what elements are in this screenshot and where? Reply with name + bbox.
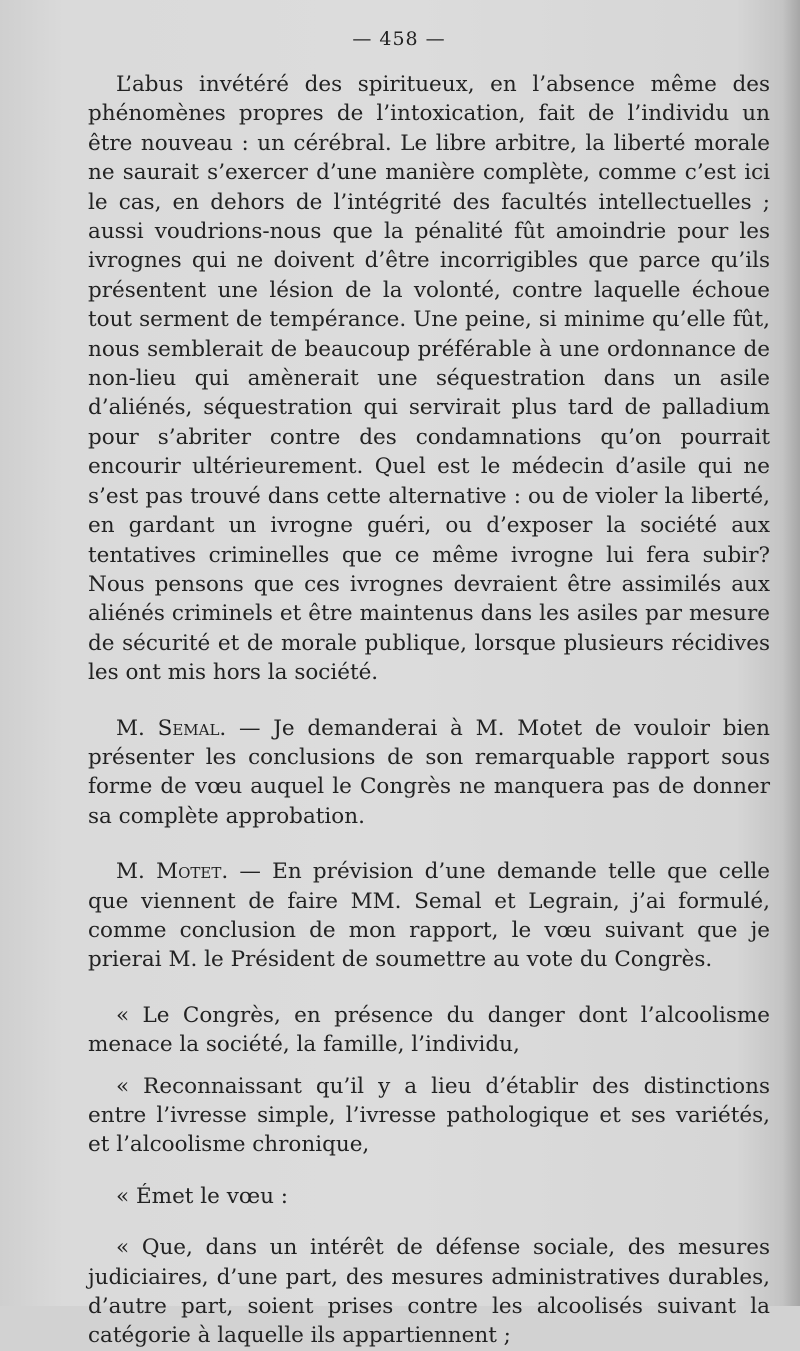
speaker-semal: M. Semal.: [116, 715, 227, 741]
page-edge-shadow: [782, 0, 800, 1306]
motet-text: — En prévision d’une demande telle que celle que viennent de faire MM. Semal et Legrain, j’ai formulé, comme conclusion de mon rapport, le vœu suivant que je prierai M. le Président de soumettre au vote du Congrès.: [88, 859, 770, 973]
paragraph-semal: [88, 714, 770, 832]
paragraph-measures: « Que, dans un intérêt de défense sociale, des mesures judiciaires, d’une part, des mesures administratives durables, d’autre part, soient prises contre les alcoolisés suivant la catégorie à laquelle ils appartiennent ;: [88, 1235, 770, 1349]
semal-text: — Je demanderai à M. Motet de vouloir bien présenter les conclusions de son remarquable rapport sous forme de vœu auquel le Congrès ne manquera pas de donner sa complète approbation.: [88, 715, 770, 829]
speaker-motet: M. Motet.: [116, 859, 229, 885]
paragraph-congress-danger: « Le Congrès, en présence du danger dont l’alcoolisme menace la société, la famille, l’individu,: [88, 1002, 770, 1058]
paragraph-motet: [88, 857, 770, 975]
paragraph-alcohol-abuse: L’abus invétéré des spiritueux, en l’absence même des phénomènes propres de l’intoxication, fait de l’individu un être nouveau : un cérébral. Le libre arbitre, la liberté morale ne saurait s’exercer d’une manière complète, comme c’est ici le cas, en dehors de l’intégrité des facultés intellectuelles ; aussi voudrions-nous que la pénalité fût amoindrie pour les ivrognes qui ne doivent d’être incorrigibles que parce qu’ils présentent une lésion de la volonté, contre laquelle échoue tout serment de tempérance. Une peine, si minime qu’elle fût, nous semblerait de beaucoup préférable à une ordonnance de non-lieu qui amènerait une séquestration dans un asile d’aliénés, séquestration qui servirait plus tard de palladium pour s’abriter contre des condamnations qu’on pourrait encourir ultérieurement. Quel est le médecin d’asile qui ne s’est pas trouvé dans cette alternative : ou de violer la liberté, en gardant un ivrogne guéri, ou d’exposer la société aux tentatives criminelles que ce même ivrogne lui fera subir? Nous pensons que ces ivrognes devraient être assimilés aux aliénés criminels et être maintenus dans les asiles par mesure de sécurité et de morale publique, lorsque plusieurs récidives les ont mis hors la société.: [88, 72, 770, 686]
paragraph-distinctions: « Reconnaissant qu’il y a lieu d’établir des distinctions entre l’ivresse simple, l’ivresse pathologique et ses variétés, et l’alcoolisme chronique,: [88, 1073, 770, 1158]
paragraph-emet-voeu: « Émet le vœu :: [116, 1183, 289, 1209]
page-number: — 458 —: [352, 28, 446, 50]
